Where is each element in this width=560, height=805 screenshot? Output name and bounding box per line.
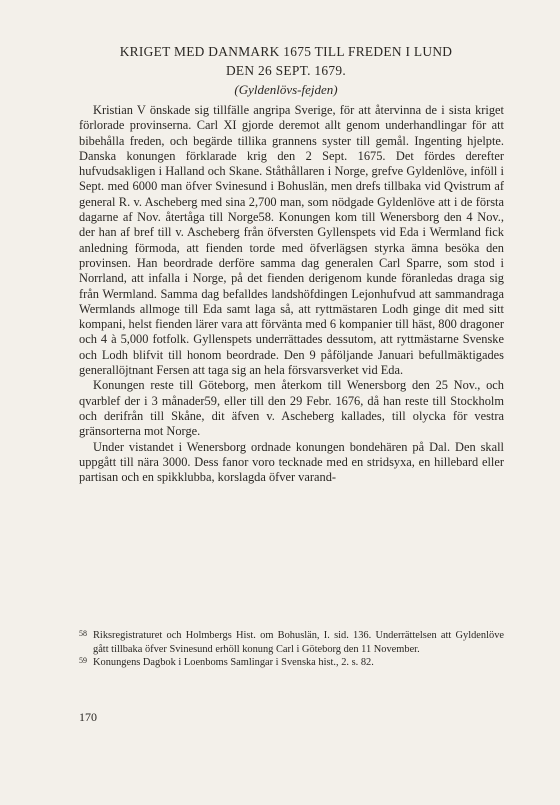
footnote-text: Konungens Dagbok i Loenboms Samlingar i Svenska hist., 2. s. 82. <box>93 657 374 669</box>
paragraph-3: Under vistandet i Wenersborg ordnade konungen bondehären på Dal. Den skall uppgått till nära 3000. Dess fanor voro tecknade med en stridsyxa, en hillebard eller partisan och en spikklubba, korslagda öfver varand- <box>79 439 504 485</box>
paragraph-1: Kristian V önskade sig tillfälle angripa Sverige, för att återvinna de i sista kriget förlorade provinserna. Carl XI gjorde deremot allt genom underhandlingar för att bibehålla freden, och begärde tillika grannens syster till gemål. Ingenting hjelpte. Danska konungen förklarade krig den 2 Sept. 1675. Det fördes derefter hufvudsakligen i Halland och Skane. Ståthållaren i Norge, grefve Gyldenlöve, inföll i Sept. med 6000 man öfver Svinesund i Bohuslän, men drefs tillbaka vid Qvistrum af general R. v. Ascheberg med sina 2,700 man, som nödgade Gyldenlöve att i de första dagarne af Nov. återtåga till Norge58. Konungen kom till Wenersborg den 4 Nov., der han af bref till v. Ascheberg från öfversten Gyllenspets vid Eda i Wermland fick anledning förmoda, att fienden torde med öfverlägsen styrka ämna besöka den provinsen. Han beordrade derföre samma dag generalen Carl Sparre, som stod i Norrland, att infalla i Norge, på det fienden derigenom kunde föranledas draga sig från Wermland. Samma dag befalldes landshöfdingen Lejonhufvud att sammandraga Wermlands allmoge till Eda samt laga så, att ryttmästaren Lodh ginge dit med sitt kompani, helst fienden lärer vara att förvänta med 6 kompanier till häst, 800 dragoner och 4 à 5,000 fotfolk. Gyllenspets underrättades dessutom, att ryttmästarne Svenske och Lodh blifvit till honom beordrade. Den 9 påföljande Januari befullmäktigades generallöjtnant Fersen att taga sig an hela försvarsverket vid Eda. <box>79 103 504 378</box>
footnote-number: 58 <box>79 629 87 638</box>
chapter-title-line-2: DEN 26 SEPT. 1679. <box>225 63 347 78</box>
footnotes <box>79 629 504 670</box>
footnote-text: Riksregistraturet och Holmbergs Hist. om Bohuslän, I. sid. 136. Underrättelsen att Gyldenlöve gått tillbaka öfver Svinesund erhöll konung Carl i Göteborg den 11 November. <box>93 630 504 655</box>
body-text <box>79 103 504 485</box>
footnote <box>79 629 504 656</box>
chapter-title <box>80 42 492 80</box>
footnote <box>79 656 504 670</box>
chapter-subtitle: (Gyldenlövs-fejden) <box>234 82 338 97</box>
page-number: 170 <box>79 710 97 724</box>
paragraph-2: Konungen reste till Göteborg, men återkom till Wenersborg den 25 Nov., och qvarblef der i 3 månader59, eller till den 29 Febr. 1676, då han reste till Stockholm och derifrån till Skåne, dit äfven v. Ascheberg kallades, till olycka för vestra gränsorterna mot Norge. <box>79 378 504 439</box>
footnote-number: 59 <box>79 656 87 666</box>
chapter-title-line-1: KRIGET MED DANMARK 1675 TILL FREDEN I LUND <box>119 44 453 59</box>
